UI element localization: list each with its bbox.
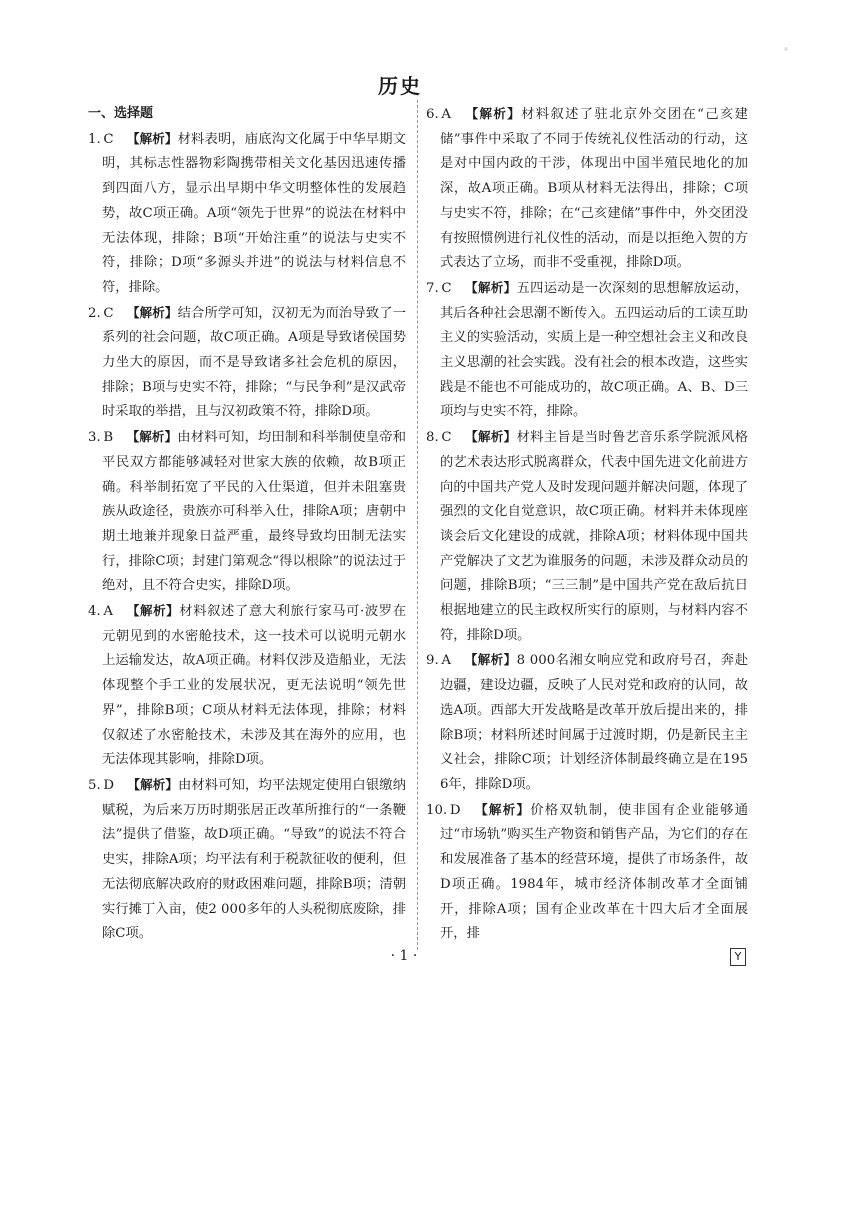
analysis-text: 材料表明，庙底沟文化属于中华早期文明，其标志性器物彩陶携带相关文化基因迅速传播到四面八方，显示出早期中华文明整体性的发展趋势，故C项正确。A项“领先于世界”的说法在材料中无法体现，排除；B项“开始注重”的说法与史实不符，排除；D项“多源头并进”的说法与材料信息不符，排除。	[102, 131, 406, 295]
question-number: 7.	[426, 280, 439, 296]
answer-letter: B	[103, 430, 114, 446]
analysis-tag: 【解析】	[126, 429, 178, 445]
column-divider	[417, 100, 418, 950]
analysis-text: 由材料可知，均田制和科举制使皇帝和平民双方都能够减轻对世家大族的依赖，故B项正确。科举制拓宽了平民的入仕渠道，但并未阻塞贵族从政途径，贵族亦可科举入仕，排除A项；唐朝中期土地兼并现象日益严重，最终导致均田制无法实行，排除C项；封建门第观念“得以根除”的说法过于绝对，且不符合史实，排除D项。	[102, 430, 406, 594]
analysis-text: 材料主旨是当时鲁艺音乐系学院派风格的艺术表达形式脱离群众，代表中国先进文化前进方向的中国共产党人及时发现问题并解决问题，体现了强烈的文化自觉意识，故C项正确。材料并未体现座谈会后文化建设的成就，排除A项；材料体现中国共产党解决了文艺为谁服务的问题，未涉及群众动员的问题，排除B项；“三三制”是中国共产党在敌后抗日根据地建立的民主政权所实行的原则，与材料内容不符，排除D项。	[440, 430, 748, 643]
analysis-tag: 【解析】	[126, 130, 178, 146]
answer-item	[426, 102, 748, 276]
answer-item	[426, 648, 748, 797]
answer-item	[426, 425, 748, 648]
left-answer-list	[88, 127, 406, 947]
question-number: 2.	[88, 305, 101, 321]
answer-letter: C	[103, 305, 114, 321]
section-heading: 一、选择题	[88, 106, 154, 121]
analysis-tag: 【解析】	[126, 304, 178, 320]
answer-letter: C	[103, 131, 114, 147]
analysis-tag: 【解析】	[464, 652, 517, 668]
answer-item	[88, 425, 406, 599]
answer-letter: D	[103, 777, 115, 793]
version-mark: Y	[730, 948, 746, 966]
page-title: 历史	[378, 74, 422, 98]
answer-letter: A	[441, 653, 451, 669]
analysis-text: 8 000名湘女响应党和政府号召，奔赴边疆，建设边疆，反映了人民对党和政府的认同，故选A项。西部大开发战略是改革开放后提出来的，排除B项；材料所述时间属于过渡时期，仍是新民主主义社会，排除C项；计划经济体制最终确立是在1956年，排除D项。	[440, 653, 748, 792]
answer-item	[426, 798, 748, 947]
answer-item	[88, 301, 406, 426]
answer-letter: D	[449, 802, 461, 818]
answer-item	[88, 599, 406, 773]
right-answer-list	[426, 102, 748, 947]
analysis-text: 结合所学可知，汉初无为而治导致了一系列的社会问题，故C项正确。A项是导致诸侯国势力坐大的原因，而不是导致诸多社会危机的原因，排除；B项与史实不符，排除；“与民争利”是汉武帝时采取的举措，且与汉初政策不符，排除D项。	[102, 305, 406, 420]
answer-item	[88, 127, 406, 301]
question-number: 9.	[426, 653, 439, 669]
analysis-tag: 【解析】	[126, 603, 180, 619]
analysis-text: 材料叙述了意大利旅行家马可·波罗在元朝见到的水密舱技术，这一技术可以说明元朝水上运输发达，故A项正确。材料仅涉及造船业，无法体现整个手工业的发展状况，更无法说明“领先世界”，排除B项；C项从材料无法体现，排除；材料仅叙述了水密舱技术，未涉及其在海外的应用，也无法体现其影响，排除D项。	[102, 604, 406, 768]
question-number: 3.	[88, 430, 101, 446]
corner-dot	[784, 47, 788, 51]
answer-letter: C	[441, 430, 452, 446]
question-number: 4.	[88, 604, 101, 620]
analysis-text: 价格双轨制，使非国有企业能够通过“市场轨”购买生产物资和销售产品，为它们的存在和发展准备了基本的经营环境，提供了市场条件，故D项正确。1984年，城市经济体制改革才全面铺开，排除A项；国有企业改革在十四大后才全面展开，排	[440, 802, 748, 942]
analysis-tag: 【解析】	[464, 106, 522, 121]
analysis-tag: 【解析】	[464, 429, 517, 445]
analysis-tag: 【解析】	[473, 801, 531, 817]
answer-letter: C	[441, 280, 452, 296]
analysis-text: 五四运动是一次深刻的思想解放运动，其后各种社会思潮不断传入。五四运动后的工读互助主义的实验活动，实质上是一种空想社会主义和改良主义思潮的社会实践。没有社会的根本改造，这些实践是不能也不可能成功的，故C项正确。A、B、D三项均与史实不符，排除。	[440, 280, 748, 420]
question-number: 6.	[426, 107, 439, 122]
analysis-tag: 【解析】	[127, 776, 178, 792]
page-number: · 1 ·	[390, 948, 418, 964]
analysis-text: 由材料可知，均平法规定使用白银缴纳赋税，为后来万历时期张居正改革所推行的“一条鞭法”提供了借鉴，故D项正确。“导致”的说法不符合史实，排除A项；均平法有利于税款征收的便利，但无法彻底解决政府的财政困难问题，排除B项；清朝实行摊丁入亩，使2 000多年的人头税彻底废除，排除C项。	[102, 777, 407, 942]
left-column	[88, 102, 406, 947]
answer-letter: A	[441, 107, 451, 122]
question-number: 1.	[88, 131, 101, 147]
answer-letter: A	[103, 604, 113, 620]
analysis-tag: 【解析】	[464, 279, 517, 295]
right-column	[426, 102, 748, 947]
question-number: 10.	[426, 802, 448, 818]
answer-item	[426, 276, 748, 425]
analysis-text: 材料叙述了驻北京外交团在“己亥建储”事件中采取了不同于传统礼仪性活动的行动，这是对中国内政的干涉，体现出中国半殖民地化的加深，故A项正确。B项从材料无法得出，排除；C项与史实不符，排除；在“己亥建储”事件中，外交团没有按照惯例进行礼仪性的活动，而是以拒绝入贺的方式表达了立场，而非不受重视，排除D项。	[440, 107, 748, 271]
question-number: 8.	[426, 430, 439, 446]
question-number: 5.	[88, 777, 101, 793]
answer-item	[88, 773, 406, 947]
